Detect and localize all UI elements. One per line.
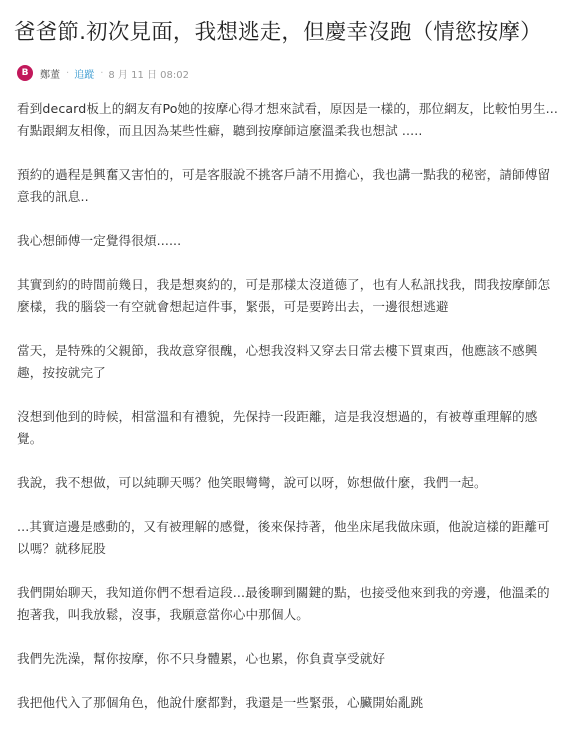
paragraph-line: 預約的過程是興奮又害怕的，可是客服說不挑客戶請不用擔心，我也講一點我的秘密，請師傅留 [17, 167, 551, 182]
paragraph-line: 當天，是特殊的父親節，我故意穿很醜，心想我沒料又穿去日常去樓下買東西，他應該不感興 [17, 343, 538, 358]
paragraph-line: 趣，按按就完了 [17, 365, 106, 380]
paragraph-line: ...其實這邊是感動的，又有被理解的感覺，後來保持著，他坐床尾我做床頭，他說這樣的距離可 [17, 519, 550, 534]
paragraph-line: 我說，我不想做，可以純聊天嗎？他笑眼彎彎，說可以呀，妳想做什麼，我們一起。 [17, 475, 487, 490]
post-paragraph [17, 406, 569, 450]
post-paragraph [17, 472, 569, 494]
separator-dot: · [66, 67, 70, 79]
paragraph-line: 覺。 [17, 431, 43, 446]
paragraph-line: 有點跟網友相像，而且因為某些性癖，聽到按摩師這麼溫柔我也想試 ..... [17, 123, 423, 138]
post-paragraph [17, 274, 569, 318]
post-paragraph [17, 516, 569, 560]
paragraph-line: 抱著我，叫我放鬆，沒事，我願意當你心中那個人。 [17, 607, 309, 622]
follow-button[interactable]: 追蹤 [74, 69, 95, 81]
post-paragraph [17, 340, 569, 384]
post-paragraph [17, 164, 569, 208]
paragraph-line: 我們先洗澡，幫你按摩，你不只身體累，心也累，你負責享受就好 [17, 651, 386, 666]
paragraph-line: 我把他代入了那個角色，他說什麼都對，我還是一些緊張，心臟開始亂跳 [17, 695, 424, 710]
paragraph-line: 我們開始聊天，我知道你們不想看這段...最後聊到關鍵的點，也接受他來到我的旁邊，他溫柔的 [17, 585, 550, 600]
author-avatar[interactable]: B [17, 65, 33, 81]
post-paragraph [17, 230, 569, 252]
post-date: 8 月 11 日 08:02 [108, 69, 189, 81]
paragraph-line: 其實到約的時間前幾日，我是想爽約的，可是那樣太沒道德了，也有人私訊找我，問我按摩師怎 [17, 277, 551, 292]
post-paragraph [17, 692, 569, 714]
post-title: 爸爸節.初次見面，我想逃走，但慶幸沒跑（情慾按摩） [14, 20, 542, 45]
post-paragraph [17, 648, 569, 670]
post-content [17, 98, 569, 736]
post-paragraph [17, 582, 569, 626]
paragraph-line: 看到decard板上的網友有Po她的按摩心得才想來試看，原因是一樣的，那位網友，比較怕男生... [17, 101, 558, 116]
paragraph-line: 意我的訊息.. [17, 189, 89, 204]
post-meta [17, 64, 189, 82]
author-name[interactable]: 鄭董 [40, 69, 60, 81]
post-paragraph [17, 98, 569, 142]
paragraph-line: 麼樣，我的腦袋一有空就會想起這件事，緊張，可是要跨出去，一邊很想逃避 [17, 299, 449, 314]
paragraph-line: 以嗎？就移屁股 [17, 541, 106, 556]
paragraph-line: 我心想師傅一定覺得很煩...... [17, 233, 182, 248]
paragraph-line: 沒想到他到的時候，相當溫和有禮貌，先保持一段距離，這是我沒想過的，有被尊重理解的感 [17, 409, 538, 424]
separator-dot: · [100, 67, 104, 79]
